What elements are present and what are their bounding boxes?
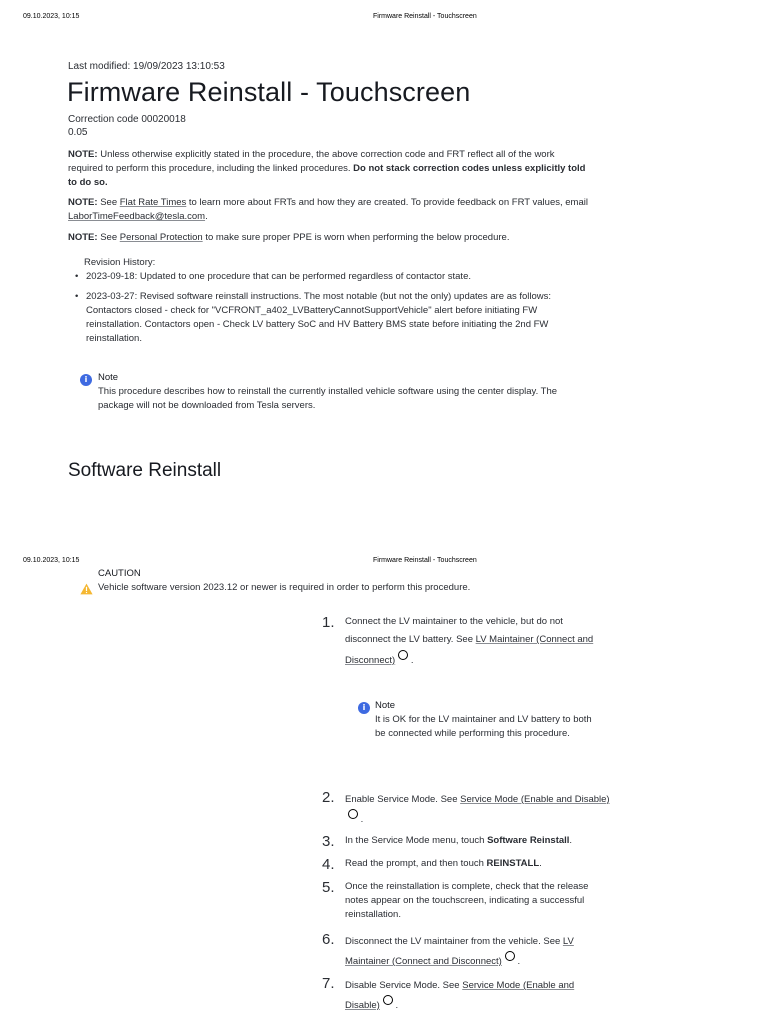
note-text: See xyxy=(100,232,118,243)
step-3 xyxy=(345,834,610,848)
note-label: NOTE: xyxy=(68,149,98,160)
revision-item xyxy=(75,290,590,346)
last-modified: Last modified: 19/09/2023 13:10:53 xyxy=(68,61,225,72)
frt-value: 0.05 xyxy=(68,127,88,138)
step-number: 2. xyxy=(322,789,335,806)
step-number: 4. xyxy=(322,856,335,873)
ring-icon xyxy=(505,951,515,961)
correction-code: Correction code 00020018 xyxy=(68,114,186,125)
step-number: 5. xyxy=(322,879,335,896)
step-bold-text: REINSTALL xyxy=(486,858,540,869)
ring-icon xyxy=(398,650,408,660)
inner-note-title: Note xyxy=(375,700,396,711)
step-bold-text: Software Reinstall xyxy=(487,835,570,846)
step-1 xyxy=(345,615,605,671)
note-label: NOTE: xyxy=(68,197,98,208)
note-box-title: Note xyxy=(98,372,119,383)
personal-protection-link[interactable]: Personal Protection xyxy=(119,232,203,243)
step-text: . xyxy=(410,655,414,666)
step-number: 1. xyxy=(322,614,335,631)
caution-text: Vehicle software version 2023.12 or newer is required in order to perform this procedure. xyxy=(98,582,471,593)
lv-maintainer-link[interactable]: LV Maintainer (Connect and Disconnect) xyxy=(345,936,574,967)
note-label: NOTE: xyxy=(68,232,98,243)
note-bold-text: Do not stack correction codes unless explicitly told to do so. xyxy=(68,163,586,188)
note-frt xyxy=(68,196,588,224)
info-icon: i xyxy=(358,702,370,714)
step-text: . xyxy=(517,956,521,967)
bullet-icon: • xyxy=(75,291,79,302)
revision-text: 2023-03-27: Revised software reinstall instructions. The most notable (but not the only) updates are as follows: Contactors closed - check for "VCFRONT_a402_LVBatteryCannotSupportVehicle" alert before initiating FW reinstallation. Contactors open - Check LV battery SoC and HV Battery BMS state before initiating the 2nd FW reinstallation. xyxy=(86,291,552,344)
flat-rate-times-link[interactable]: Flat Rate Times xyxy=(119,197,187,208)
step-text: . xyxy=(569,835,573,846)
step-text: . xyxy=(395,1000,399,1011)
note-stacking xyxy=(68,148,588,190)
note-ppe xyxy=(68,231,588,245)
print-title: Firmware Reinstall - Touchscreen xyxy=(373,13,477,20)
revision-history-title: Revision History: xyxy=(84,257,156,268)
inner-note-text: It is OK for the LV maintainer and LV battery to both be connected while performing this procedure. xyxy=(375,714,592,739)
note-box-text: This procedure describes how to reinstall the currently installed vehicle software using the center display. The package will not be downloaded from Tesla servers. xyxy=(98,386,558,411)
print-date: 09.10.2023, 10:15 xyxy=(23,13,80,20)
step-text: In the Service Mode menu, touch xyxy=(345,835,485,846)
step-text: . xyxy=(539,858,542,869)
warning-triangle-icon xyxy=(80,583,93,595)
print-date: 09.10.2023, 10:15 xyxy=(23,557,80,564)
print-title: Firmware Reinstall - Touchscreen xyxy=(373,557,477,564)
step-number: 7. xyxy=(322,975,335,992)
step-number: 6. xyxy=(322,931,335,948)
step-text: Enable Service Mode. See xyxy=(345,794,458,805)
lv-maintainer-link[interactable]: LV Maintainer (Connect and Disconnect) xyxy=(345,634,594,666)
step-text: . xyxy=(360,814,364,825)
step-number: 3. xyxy=(322,833,335,850)
caution-title: CAUTION xyxy=(98,568,141,579)
service-mode-link[interactable]: Service Mode (Enable and Disable) xyxy=(460,794,610,805)
note-text: to make sure proper PPE is worn when performing the below procedure. xyxy=(205,232,510,243)
step-6 xyxy=(345,932,610,971)
step-4 xyxy=(345,857,610,871)
info-icon: i xyxy=(80,374,92,386)
note-text: See xyxy=(100,197,118,208)
ring-icon xyxy=(383,995,393,1005)
feedback-email-link[interactable]: LaborTimeFeedback@tesla.com xyxy=(68,211,206,222)
step-2 xyxy=(345,790,610,829)
page-title: Firmware Reinstall - Touchscreen xyxy=(67,77,471,107)
step-5: Once the reinstallation is complete, check that the release notes appear on the touchscreen, indicating a successful reinstallation. xyxy=(345,881,589,920)
step-7 xyxy=(345,976,610,1015)
note-text: Unless otherwise explicitly stated in the procedure, the above correction code and FRT reflect all of the work required to perform this procedure, including the linked procedures. xyxy=(68,149,555,174)
bullet-icon: • xyxy=(75,271,79,282)
service-mode-link[interactable]: Service Mode (Enable and Disable) xyxy=(345,980,575,1011)
step-text: Disable Service Mode. See xyxy=(345,980,460,991)
step-text: Connect the LV maintainer to the vehicle, but do not disconnect the LV battery. See xyxy=(345,616,563,645)
note-text: to learn more about FRTs and how they are created. To provide feedback on FRT values, email xyxy=(188,197,588,208)
revision-list xyxy=(75,270,590,352)
section-title: Software Reinstall xyxy=(68,460,222,481)
step-text: Disconnect the LV maintainer from the vehicle. See xyxy=(345,936,561,947)
note-text: . xyxy=(205,211,208,222)
step-text: Read the prompt, and then touch xyxy=(345,858,484,869)
revision-item xyxy=(75,270,590,284)
revision-text: 2023-09-18: Updated to one procedure that can be performed regardless of contactor state. xyxy=(86,271,471,282)
ring-icon xyxy=(348,809,358,819)
